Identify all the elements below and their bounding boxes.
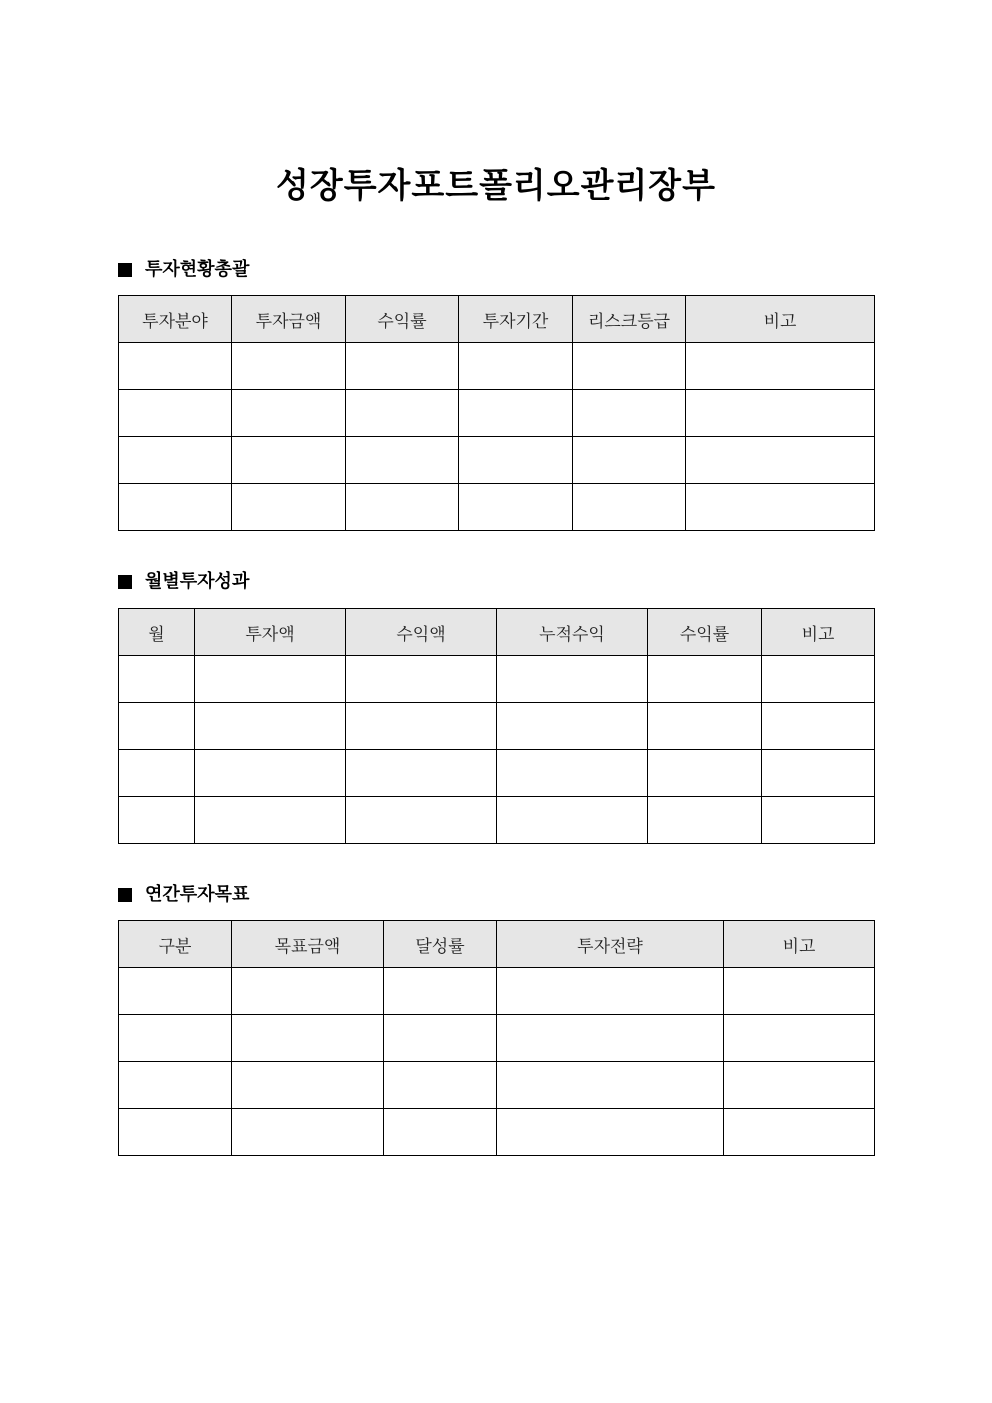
table-cell[interactable] <box>384 1109 497 1156</box>
column-header: 투자액 <box>195 609 346 656</box>
table-cell[interactable] <box>648 703 762 750</box>
table-row <box>119 1015 875 1062</box>
table-header-row <box>119 296 875 343</box>
table-cell[interactable] <box>346 437 459 484</box>
table-cell[interactable] <box>346 750 497 797</box>
table-cell[interactable] <box>648 797 762 844</box>
table-cell[interactable] <box>459 390 573 437</box>
column-header: 투자금액 <box>232 296 346 343</box>
table-cell[interactable] <box>497 968 724 1015</box>
table-cell[interactable] <box>384 1062 497 1109</box>
table-cell[interactable] <box>762 750 875 797</box>
table-cell[interactable] <box>119 1015 232 1062</box>
annual-goals-table <box>118 920 875 1156</box>
table-cell[interactable] <box>497 797 648 844</box>
table-row <box>119 1062 875 1109</box>
column-header: 투자전략 <box>497 921 724 968</box>
table-cell[interactable] <box>384 1015 497 1062</box>
table-cell[interactable] <box>195 797 346 844</box>
table-cell[interactable] <box>232 1109 384 1156</box>
section-heading-investment-summary <box>118 258 249 282</box>
column-header: 구분 <box>119 921 232 968</box>
section-heading-label: 연간투자목표 <box>145 884 250 905</box>
column-header: 수익률 <box>648 609 762 656</box>
square-bullet-icon <box>118 888 132 902</box>
column-header: 비고 <box>724 921 875 968</box>
table-cell[interactable] <box>195 703 346 750</box>
table-cell[interactable] <box>346 703 497 750</box>
column-header: 투자분야 <box>119 296 232 343</box>
table-cell[interactable] <box>195 750 346 797</box>
table-cell[interactable] <box>686 390 875 437</box>
column-header: 달성률 <box>384 921 497 968</box>
table-row <box>119 703 875 750</box>
table-cell[interactable] <box>686 437 875 484</box>
square-bullet-icon <box>118 575 132 589</box>
table-cell[interactable] <box>346 484 459 531</box>
table-cell[interactable] <box>497 750 648 797</box>
column-header: 투자기간 <box>459 296 573 343</box>
table-cell[interactable] <box>573 437 686 484</box>
table-cell[interactable] <box>762 797 875 844</box>
table-cell[interactable] <box>686 343 875 390</box>
section-heading-monthly-performance <box>118 570 249 594</box>
table-cell[interactable] <box>195 656 346 703</box>
table-cell[interactable] <box>119 484 232 531</box>
table-cell[interactable] <box>459 484 573 531</box>
table-cell[interactable] <box>648 656 762 703</box>
table-row <box>119 437 875 484</box>
table-cell[interactable] <box>573 343 686 390</box>
table-cell[interactable] <box>119 1062 232 1109</box>
table-cell[interactable] <box>346 343 459 390</box>
column-header: 리스크등급 <box>573 296 686 343</box>
column-header: 목표금액 <box>232 921 384 968</box>
table-cell[interactable] <box>459 437 573 484</box>
table-cell[interactable] <box>119 656 195 703</box>
column-header: 수익액 <box>346 609 497 656</box>
document-title: 성장투자포트폴리오관리장부 <box>276 166 716 206</box>
table-cell[interactable] <box>724 1015 875 1062</box>
table-row <box>119 797 875 844</box>
table-cell[interactable] <box>724 1109 875 1156</box>
table-cell[interactable] <box>648 750 762 797</box>
table-cell[interactable] <box>232 1062 384 1109</box>
table-cell[interactable] <box>724 968 875 1015</box>
table-row <box>119 484 875 531</box>
section-heading-label: 투자현황총괄 <box>145 259 250 280</box>
table-cell[interactable] <box>119 1109 232 1156</box>
column-header: 비고 <box>762 609 875 656</box>
square-bullet-icon <box>118 263 132 277</box>
table-cell[interactable] <box>762 656 875 703</box>
column-header: 비고 <box>686 296 875 343</box>
table-header-row <box>119 921 875 968</box>
table-cell[interactable] <box>497 1062 724 1109</box>
table-cell[interactable] <box>459 343 573 390</box>
table-cell[interactable] <box>686 484 875 531</box>
table-cell[interactable] <box>232 343 346 390</box>
table-cell[interactable] <box>573 484 686 531</box>
column-header: 수익률 <box>346 296 459 343</box>
table-cell[interactable] <box>346 390 459 437</box>
table-cell[interactable] <box>346 656 497 703</box>
table-row <box>119 656 875 703</box>
table-cell[interactable] <box>346 797 497 844</box>
table-row <box>119 343 875 390</box>
table-cell[interactable] <box>497 1015 724 1062</box>
table-cell[interactable] <box>384 968 497 1015</box>
table-row <box>119 1109 875 1156</box>
section-heading-label: 월별투자성과 <box>145 571 250 592</box>
table-cell[interactable] <box>119 797 195 844</box>
table-cell[interactable] <box>232 437 346 484</box>
table-cell[interactable] <box>724 1062 875 1109</box>
table-cell[interactable] <box>232 1015 384 1062</box>
monthly-performance-table <box>118 608 875 844</box>
table-cell[interactable] <box>497 656 648 703</box>
table-cell[interactable] <box>573 390 686 437</box>
table-cell[interactable] <box>119 750 195 797</box>
table-row <box>119 390 875 437</box>
table-cell[interactable] <box>762 703 875 750</box>
investment-summary-table <box>118 295 875 531</box>
table-row <box>119 968 875 1015</box>
column-header: 누적수익 <box>497 609 648 656</box>
table-cell[interactable] <box>232 484 346 531</box>
table-cell[interactable] <box>119 390 232 437</box>
table-cell[interactable] <box>232 968 384 1015</box>
table-cell[interactable] <box>497 703 648 750</box>
table-cell[interactable] <box>497 1109 724 1156</box>
table-header-row <box>119 609 875 656</box>
table-cell[interactable] <box>119 343 232 390</box>
table-cell[interactable] <box>119 968 232 1015</box>
table-cell[interactable] <box>232 390 346 437</box>
table-row <box>119 750 875 797</box>
section-heading-annual-goals <box>118 883 249 907</box>
table-cell[interactable] <box>119 437 232 484</box>
table-cell[interactable] <box>119 703 195 750</box>
column-header: 월 <box>119 609 195 656</box>
